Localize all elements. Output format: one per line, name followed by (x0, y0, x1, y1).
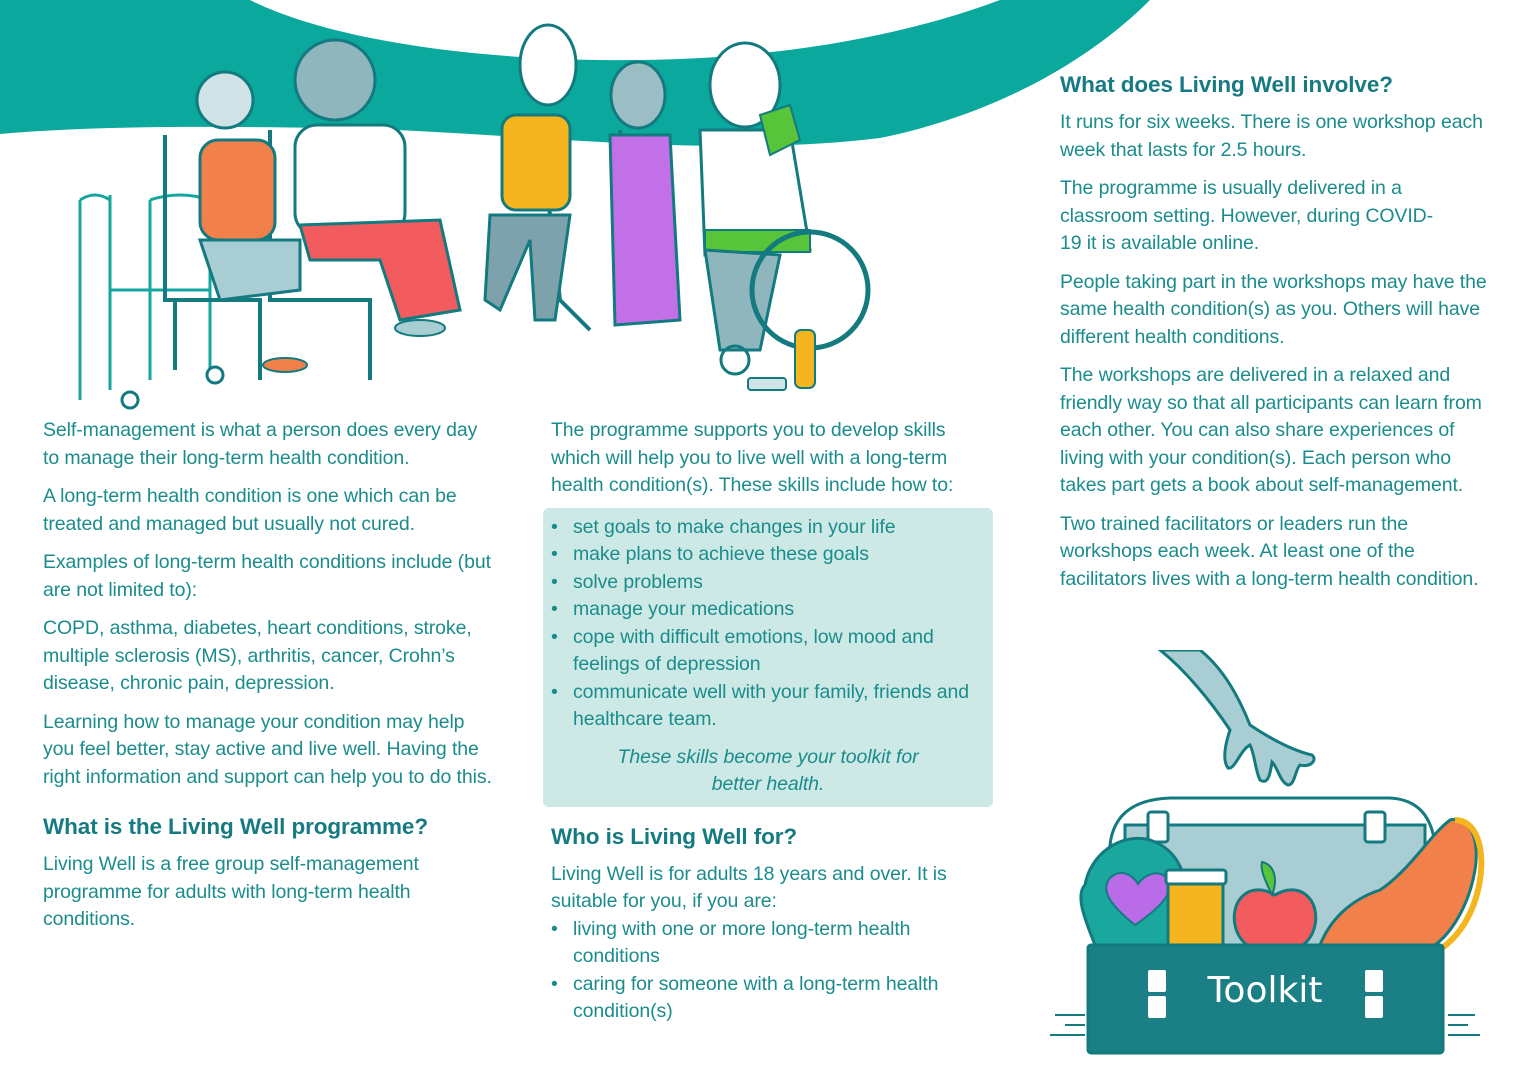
skill-item: • communicate well with your family, friends and healthcare team. (551, 679, 985, 734)
toolkit-label: Toolkit (1207, 970, 1323, 1011)
long-term-condition-definition: A long-term health condition is one which can be treated and managed but usually not cured. (43, 485, 457, 535)
skills-list (551, 514, 985, 734)
learning-benefits: Learning how to manage your condition may help you feel better, stay active and live well. Having the right information and support can help you to do this. (43, 710, 492, 788)
eligibility-item: • caring for someone with a long-term health condition(s) (551, 971, 996, 1026)
column-right (1060, 71, 1500, 604)
pill-bottle-icon (1168, 878, 1223, 948)
examples-intro: Examples of long-term health conditions include (but are not limited to): (43, 551, 491, 601)
skill-item: • manage your medications (551, 596, 985, 624)
involve-format: The workshops are delivered in a relaxed and friendly way so that all participants can learn from each other. You can also share experiences of living with your condition(s). Each person who takes part gets a book about self-management. (1060, 364, 1482, 496)
involve-facilitators: Two trained facilitators or leaders run the workshops each week. At least one of the facilitators lives with a long-term health condition. (1060, 512, 1479, 590)
group-illustration (0, 0, 900, 420)
skills-box (543, 508, 993, 807)
heading-who-is-for: Who is Living Well for? (551, 823, 798, 849)
hand-icon (1160, 650, 1314, 785)
heading-what-is-programme: What is the Living Well programme? (43, 814, 428, 839)
eligibility-intro: Living Well is for adults 18 years and over. It is suitable for you, if you are: (551, 862, 947, 912)
skill-item: • cope with difficult emotions, low mood and feelings of depression (551, 624, 985, 679)
involve-participants: People taking part in the workshops may have the same health condition(s) as you. Others will have different health conditions. (1060, 270, 1487, 348)
toolkit-illustration (1050, 650, 1500, 1070)
involve-duration: It runs for six weeks. There is one workshop each week that lasts for 2.5 hours. (1060, 111, 1483, 161)
eligibility-list (551, 916, 996, 1026)
involve-setting: The programme is usually delivered in a classroom setting. However, during COVID-19 it is available online. (1060, 177, 1434, 254)
eligibility-item: • living with one or more long-term health conditions (551, 916, 996, 971)
skill-item: • set goals to make changes in your life (551, 514, 985, 542)
column-left (43, 417, 493, 945)
self-management-definition: Self-management is what a person does every day to manage their long-term health condition. (43, 419, 478, 469)
column-middle (551, 417, 996, 1026)
examples-list: COPD, asthma, diabetes, heart conditions, stroke, multiple sclerosis (MS), arthritis, cancer, Crohn’s disease, chronic pain, depression. (43, 617, 472, 694)
toolkit-note: These skills become your toolkit for better health. (617, 745, 919, 795)
programme-intro: The programme supports you to develop skills which will help you to live well with a long-term health condition(s). These skills include how to: (551, 419, 954, 496)
skill-item: • make plans to achieve these goals (551, 541, 985, 569)
heading-what-does-involve: What does Living Well involve? (1060, 72, 1393, 97)
skill-item: • solve problems (551, 569, 985, 597)
programme-description: Living Well is a free group self-management programme for adults with long-term health conditions. (43, 853, 419, 930)
apple-icon (1234, 890, 1316, 951)
